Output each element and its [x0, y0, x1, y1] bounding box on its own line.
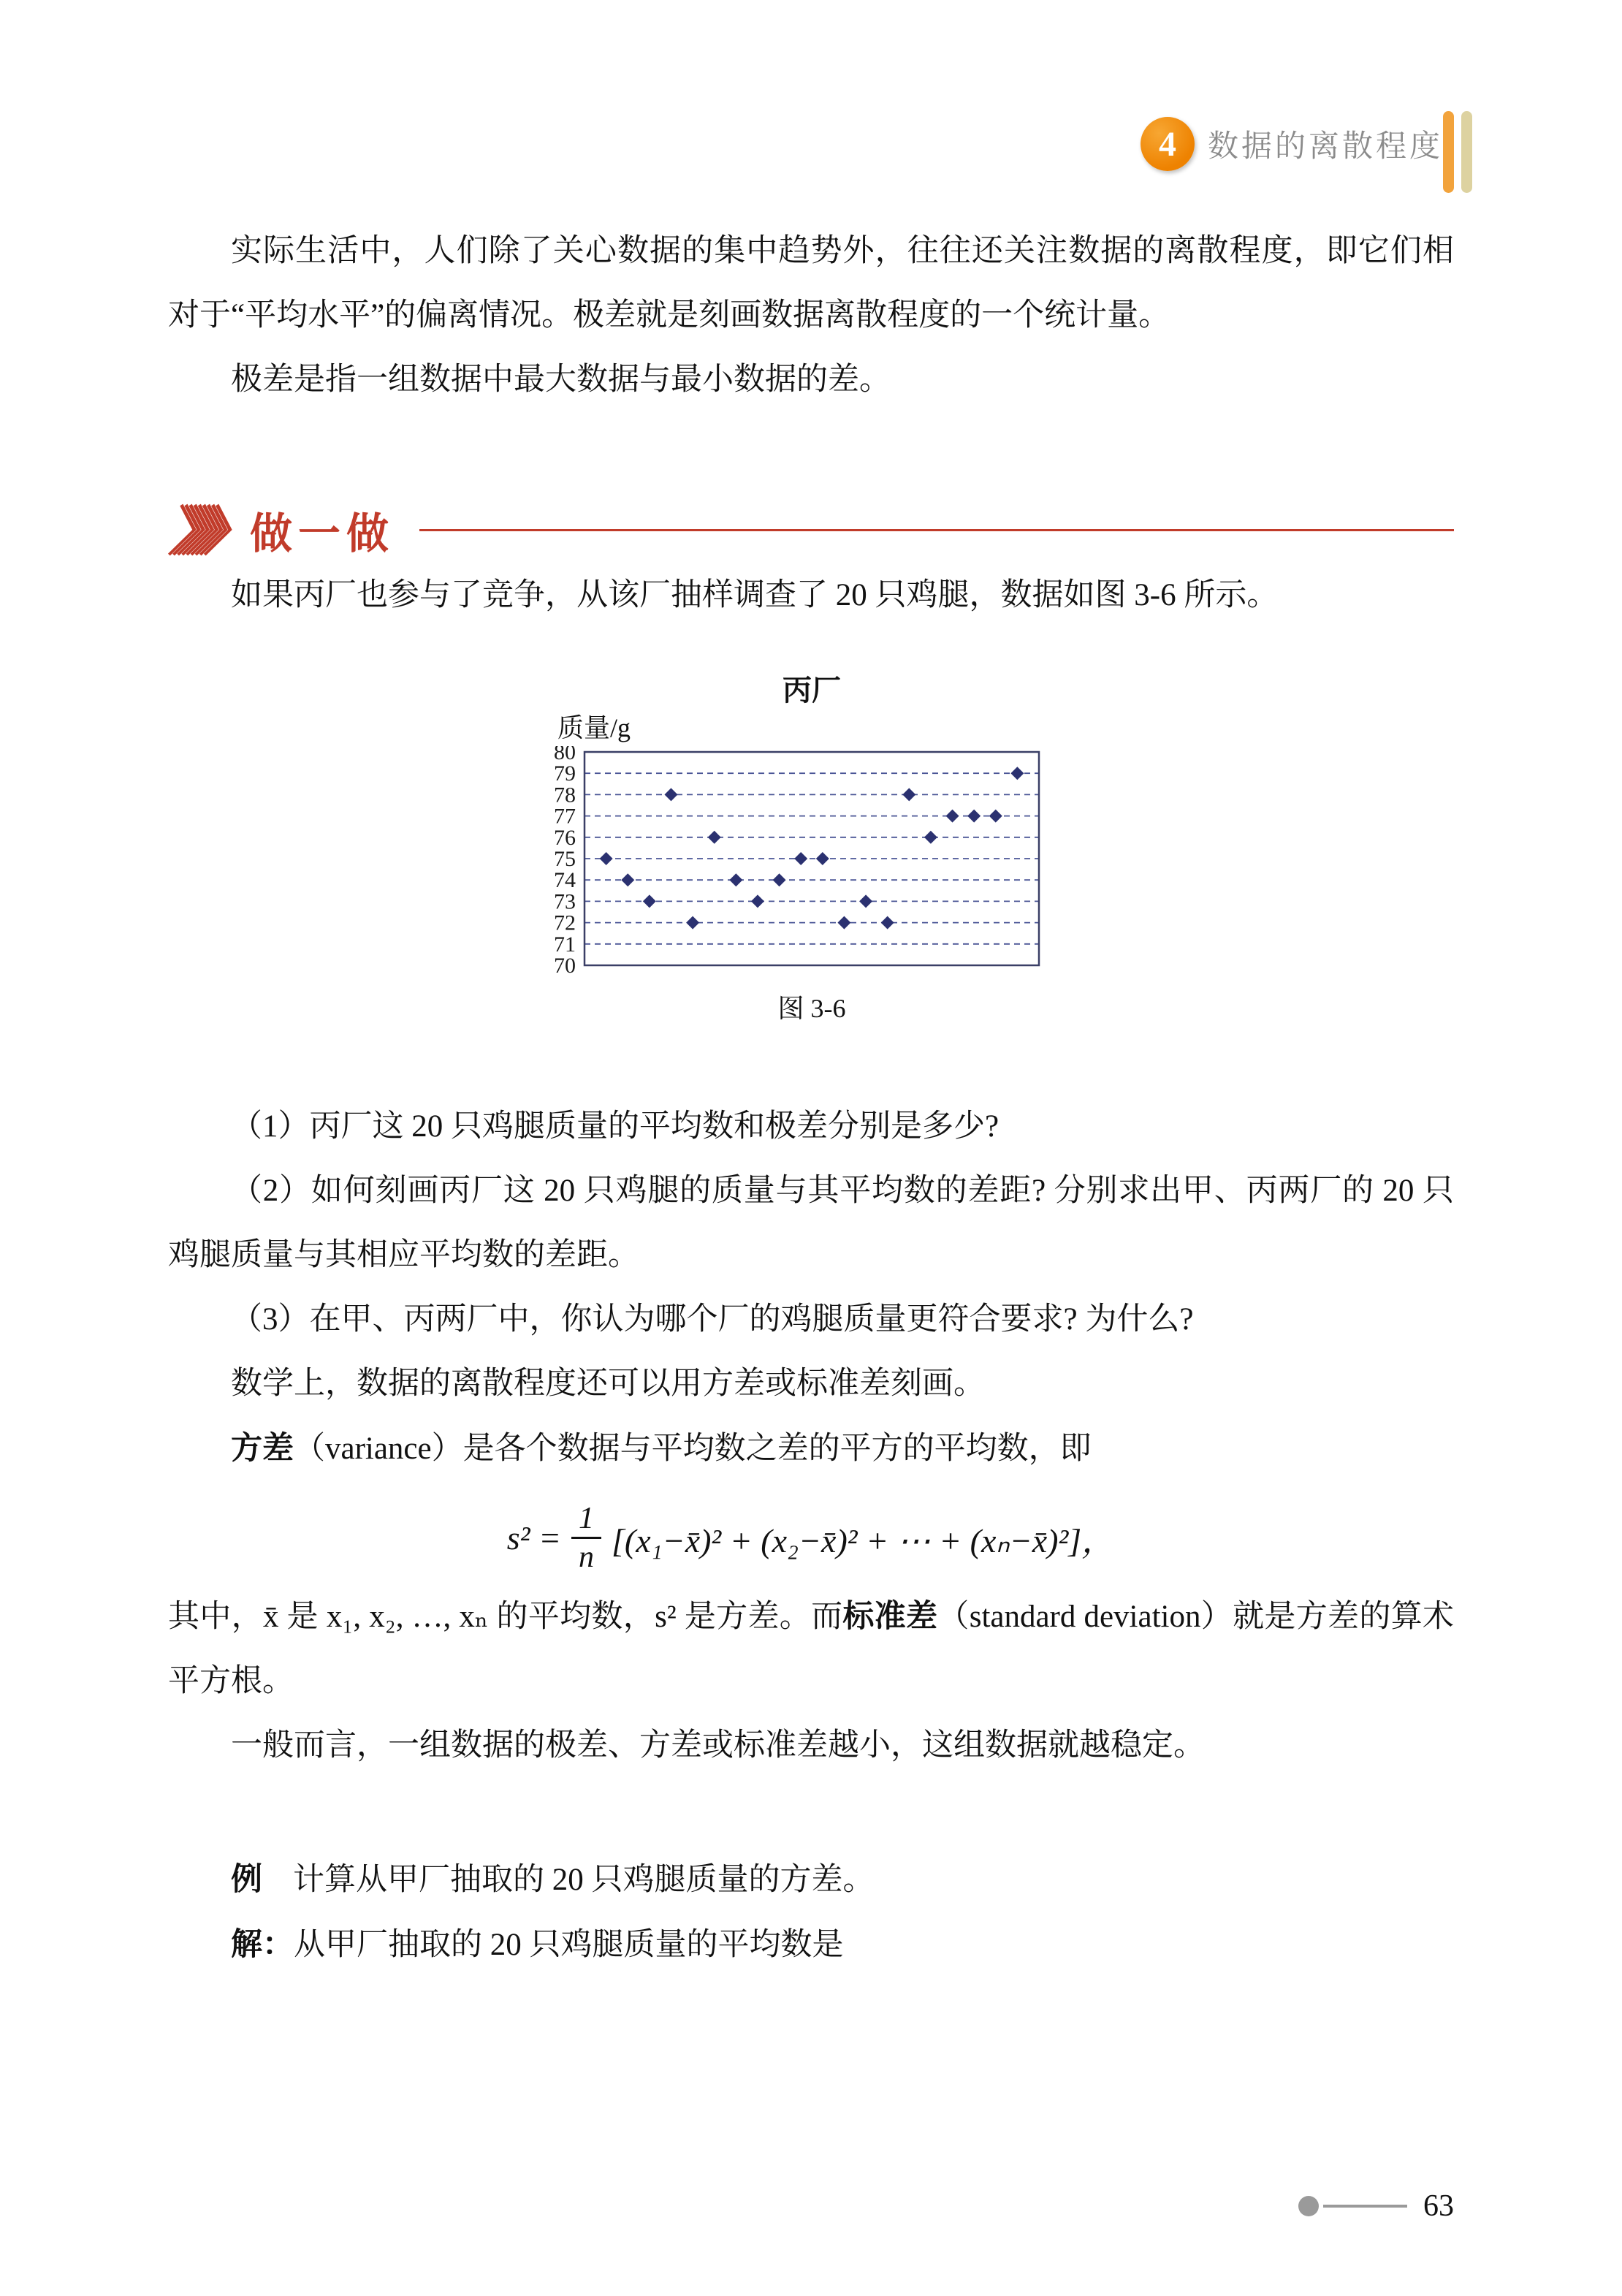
chart-caption: 图 3-6 — [777, 994, 846, 1023]
data-point — [600, 852, 613, 865]
chart-title: 丙厂 — [783, 674, 841, 707]
solution-label: 解： — [231, 1927, 294, 1963]
scatter-plot — [530, 746, 1070, 974]
standard-deviation-text: （standard deviation）就是方差的算术平方根。 — [168, 1600, 1455, 1699]
activity-title: 做一做 — [250, 510, 395, 558]
fraction-denominator: n — [571, 1537, 601, 1574]
standard-deviation-term: 标准差 — [842, 1599, 938, 1635]
y-tick-label: 76 — [554, 825, 576, 850]
example-text: 计算从甲厂抽取的 20 只鸡腿质量的方差。 — [293, 1863, 875, 1898]
variance-definition — [168, 1416, 1454, 1481]
question-1: （1）丙厂这 20 只鸡腿质量的平均数和极差分别是多少? — [231, 1109, 1000, 1144]
data-point — [729, 873, 742, 886]
question-3: （3）在甲、丙两厂中，你认为哪个厂的鸡腿质量更符合要求? 为什么? — [231, 1302, 1194, 1337]
data-point — [946, 810, 959, 823]
example-statement — [168, 1847, 1454, 1912]
header-bar-orange — [1443, 111, 1454, 193]
footer-line — [1323, 2205, 1407, 2208]
activity-questions — [168, 1095, 1454, 1352]
data-point — [751, 894, 764, 908]
figure-3-6 — [530, 672, 1070, 1025]
data-point — [773, 873, 786, 886]
variance-definition-text: （variance）是各个数据与平均数之差的平方的平均数，即 — [294, 1432, 1092, 1466]
where-text: 其中，x̄ 是 x₁, x₂, …, xₙ 的平均数，s² 是方差。而 — [168, 1600, 843, 1635]
page-number: 63 — [1423, 2189, 1454, 2223]
intro-paragraph-1: 实际生活中，人们除了关心数据的集中趋势外，往往还关注数据的离散程度，即它们相对于“平均水平”的偏离情况。极差就是刻画数据离散程度的一个统计量。 — [168, 234, 1454, 332]
intro-paragraph-2: 极差是指一组数据中最大数据与最小数据的差。 — [231, 362, 891, 397]
formula-lhs: s² = — [506, 1519, 562, 1557]
y-tick-label: 74 — [554, 868, 576, 893]
y-tick-label: 70 — [554, 954, 576, 974]
data-point — [837, 916, 850, 930]
example-label: 例 — [231, 1862, 262, 1898]
example-block — [168, 1847, 1454, 1977]
data-point — [816, 852, 829, 865]
chapter-number: 4 — [1158, 124, 1176, 164]
data-point — [859, 894, 872, 908]
data-point — [967, 810, 981, 823]
header-bar-yellow — [1461, 111, 1472, 193]
y-tick-label: 78 — [554, 783, 576, 807]
data-point — [708, 831, 721, 844]
example-solution — [168, 1912, 1454, 1977]
formula-rhs: [(x₁−x̄)² + (x₂−x̄)² + ⋯ + (xₙ−x̄)²]， — [612, 1521, 1116, 1559]
chapter-header — [1141, 117, 1443, 171]
y-tick-label: 71 — [554, 932, 576, 957]
y-tick-label: 72 — [554, 911, 576, 935]
chapter-number-badge — [1141, 117, 1195, 171]
data-point — [1010, 767, 1024, 780]
chapter-title: 数据的离散程度 — [1207, 129, 1443, 163]
variance-where-paragraph — [168, 1584, 1454, 1714]
data-point — [686, 916, 699, 930]
data-point — [902, 788, 915, 801]
y-tick-label: 80 — [554, 746, 576, 764]
variance-lead: 数学上，数据的离散程度还可以用方差或标准差刻画。 — [231, 1366, 985, 1401]
data-point — [643, 894, 656, 908]
data-point — [924, 831, 937, 844]
variance-formula — [168, 1502, 1454, 1574]
y-tick-label: 73 — [554, 889, 576, 914]
activity-rule-line — [419, 529, 1454, 531]
data-point — [621, 873, 634, 886]
chart-y-axis-label: 质量/g — [557, 713, 631, 742]
data-point — [989, 810, 1002, 823]
variance-term: 方差 — [231, 1431, 294, 1466]
header-decoration-bars — [1443, 111, 1472, 193]
formula-fraction — [571, 1502, 601, 1574]
y-tick-label: 77 — [554, 804, 576, 829]
y-tick-label: 75 — [554, 847, 576, 871]
activity-section-header — [168, 496, 1454, 563]
data-point — [664, 788, 677, 801]
data-point — [881, 916, 894, 930]
data-point — [794, 852, 807, 865]
solution-text: 从甲厂抽取的 20 只鸡腿质量的平均数是 — [294, 1928, 844, 1963]
stability-paragraph: 一般而言，一组数据的极差、方差或标准差越小，这组数据就越稳定。 — [231, 1728, 1205, 1763]
fraction-numerator: 1 — [579, 1502, 595, 1535]
page-footer — [1298, 2189, 1454, 2224]
activity-intro: 如果丙厂也参与了竞争，从该厂抽样调查了 20 只鸡腿，数据如图 3-6 所示。 — [231, 578, 1279, 612]
section-chevrons-icon — [168, 498, 238, 561]
y-tick-label: 79 — [554, 761, 576, 786]
question-2: （2）如何刻画丙厂这 20 只鸡腿的质量与其平均数的差距? 分别求出甲、丙两厂的 20 只鸡腿质量与其相应平均数的差距。 — [168, 1174, 1454, 1272]
footer-dot-icon — [1298, 2196, 1319, 2216]
